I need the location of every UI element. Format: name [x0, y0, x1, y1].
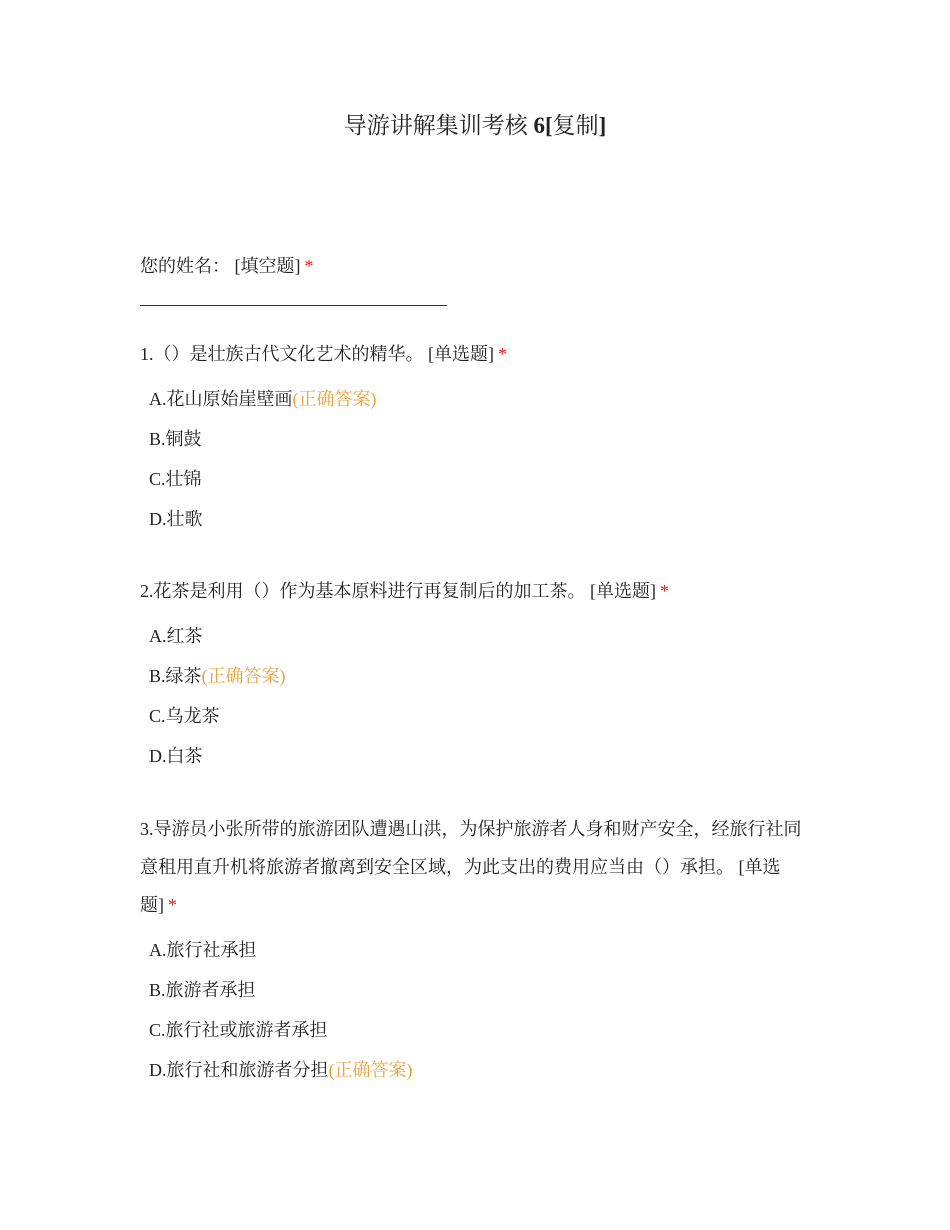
title-number: 6[	[533, 113, 553, 138]
question-2-type: [单选题]	[590, 581, 656, 601]
required-mark: *	[660, 581, 669, 601]
required-mark: *	[498, 344, 507, 364]
question-1-stem: 1.（）是壮族古代文化艺术的精华。	[140, 344, 424, 364]
option-label: A.旅行社承担	[149, 940, 257, 960]
correct-answer-marker: (正确答案)	[292, 389, 377, 409]
option-c[interactable]	[149, 459, 810, 499]
question-2-text	[140, 573, 810, 610]
option-a[interactable]	[149, 379, 810, 419]
option-d[interactable]	[149, 1050, 810, 1090]
question-2-stem: 2.花茶是利用（）作为基本原料进行再复制后的加工茶。	[140, 581, 586, 601]
exam-content	[140, 248, 810, 1090]
question-2-options	[140, 616, 810, 776]
question-1	[140, 336, 810, 539]
question-3-options	[140, 930, 810, 1090]
option-label: B.铜鼓	[149, 429, 202, 449]
question-1-type: [单选题]	[428, 344, 494, 364]
name-question	[140, 248, 810, 311]
question-3	[140, 810, 810, 1090]
title-bracket-close: ]	[598, 113, 607, 138]
correct-answer-marker: (正确答案)	[328, 1060, 413, 1080]
option-label: C.乌龙茶	[149, 706, 220, 726]
title-main: 导游讲解集训考核	[343, 113, 528, 138]
question-3-stem: 3.导游员小张所带的旅游团队遭遇山洪，为保护旅游者人身和财产安全，经旅行社同意租用直升机将旅游者撤离到安全区域，为此支出的费用应当由（）承担。	[140, 819, 802, 877]
option-d[interactable]	[149, 499, 810, 539]
option-c[interactable]	[149, 1010, 810, 1050]
option-label: D.白茶	[149, 746, 203, 766]
option-c[interactable]	[149, 696, 810, 736]
option-b[interactable]	[149, 970, 810, 1010]
name-label: 您的姓名：	[140, 256, 230, 276]
option-d[interactable]	[149, 736, 810, 776]
option-label: C.旅行社或旅游者承担	[149, 1020, 328, 1040]
question-1-options	[140, 379, 810, 539]
name-question-label	[140, 248, 810, 285]
option-label: D.旅行社和旅游者分担	[149, 1060, 329, 1080]
question-3-type: [单选题]	[140, 857, 781, 915]
option-b[interactable]	[149, 419, 810, 459]
name-type: [填空题]	[234, 256, 301, 276]
option-label: A.花山原始崖壁画	[149, 389, 293, 409]
name-input-line[interactable]	[140, 305, 447, 306]
option-label: D.壮歌	[149, 509, 203, 529]
correct-answer-marker: (正确答案)	[201, 666, 286, 686]
option-b[interactable]	[149, 656, 810, 696]
option-a[interactable]	[149, 930, 810, 970]
option-label: B.绿茶	[149, 666, 202, 686]
question-1-text	[140, 336, 810, 373]
required-mark: *	[304, 256, 314, 276]
title-copy: 复制	[552, 113, 599, 138]
question-2	[140, 573, 810, 776]
option-label: A.红茶	[149, 626, 203, 646]
option-label: C.壮锦	[149, 469, 202, 489]
page-title	[0, 110, 950, 142]
required-mark: *	[168, 895, 177, 915]
option-a[interactable]	[149, 616, 810, 656]
option-label: B.旅游者承担	[149, 980, 256, 1000]
question-3-text	[140, 810, 810, 924]
